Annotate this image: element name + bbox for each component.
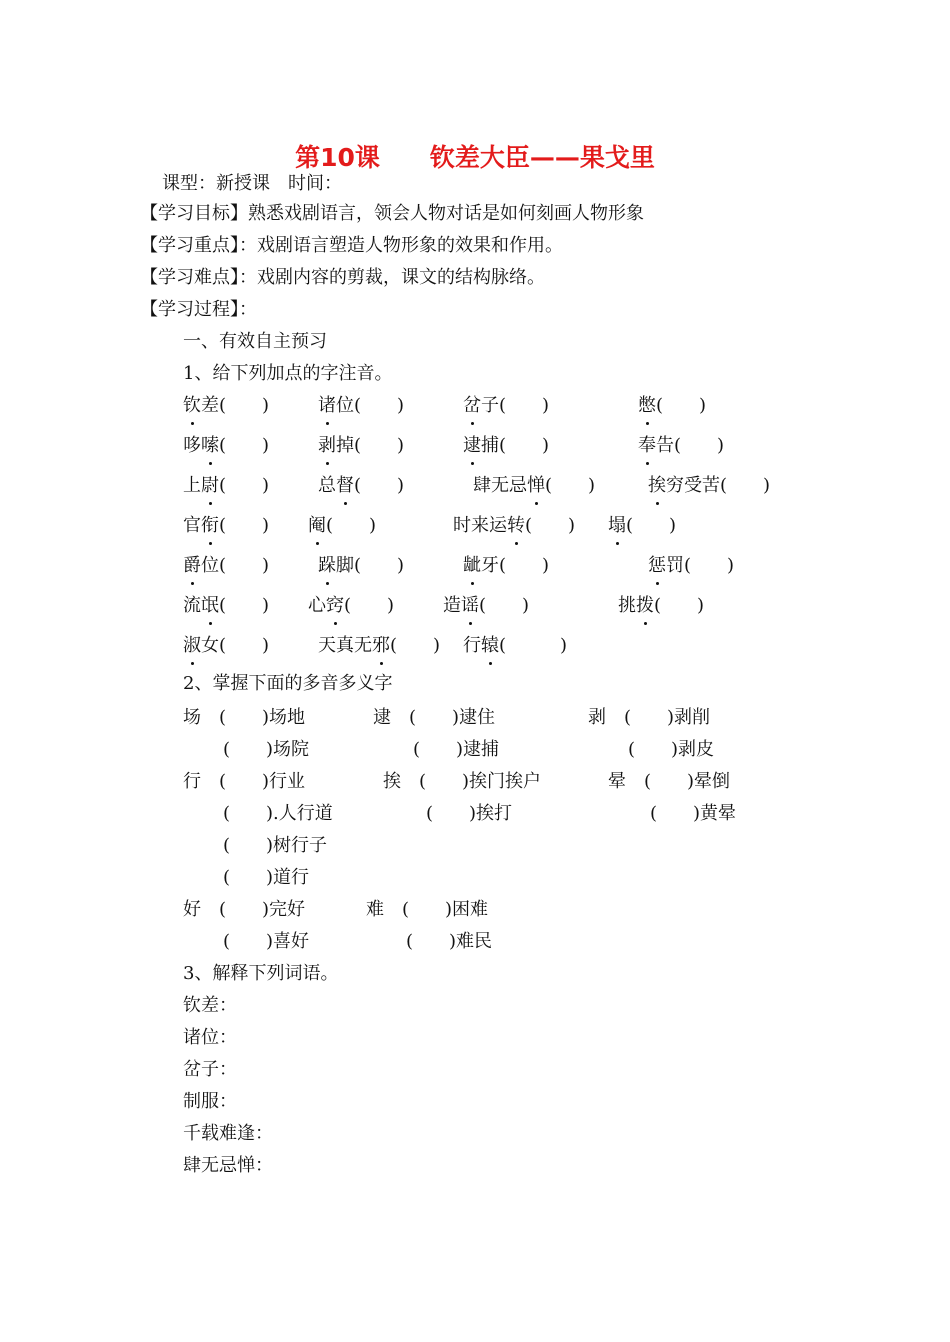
pinyin-item [648, 474, 770, 498]
word-prefix: 流 [183, 595, 201, 616]
word-rest: ( ) [219, 435, 270, 456]
word-prefix: 天真无 [318, 635, 372, 656]
word-rest: 罚( ) [666, 555, 735, 576]
dotted-character: 阉 [308, 515, 326, 536]
polyphone-item: 挨 ( )挨门挨户 [383, 771, 542, 792]
pinyin-item [463, 554, 549, 578]
question-3: 3、解释下列词语。 [183, 963, 339, 984]
learning-difficulty: 【学习难点】：戏剧内容的剪裁，课文的结构脉络。 [140, 267, 545, 288]
learning-process: 【学习过程】： [140, 299, 257, 320]
pinyin-item [308, 594, 394, 618]
word-prefix: 肆无忌 [473, 475, 527, 496]
dotted-character: 惮 [527, 475, 545, 496]
dotted-character: 奉 [638, 435, 656, 456]
lesson-name: 钦差大臣——果戈里 [429, 143, 655, 172]
word-prefix: 哆 [183, 435, 201, 456]
pinyin-item [638, 394, 706, 418]
pinyin-item [318, 474, 404, 498]
word-prefix: 心 [308, 595, 326, 616]
question-2: 2、掌握下面的多音多义字 [183, 673, 393, 694]
polyphone-item: ( )剥皮 [628, 739, 715, 760]
pinyin-item [318, 434, 404, 458]
word-rest: 牙( ) [481, 555, 550, 576]
dotted-character: 挨 [648, 475, 666, 496]
pinyin-item [463, 634, 567, 658]
word-prefix: 官 [183, 515, 201, 536]
pinyin-item [608, 514, 676, 538]
word-rest: ( ) [525, 515, 576, 536]
dotted-character: 督 [336, 475, 354, 496]
polyphone-item: ( ).人行道 [223, 803, 333, 824]
polyphone-item: 剥 ( )剥削 [588, 707, 711, 728]
learning-goal: 【学习目标】熟悉戏剧语言，领会人物对话是如何刻画人物形象 [140, 203, 644, 224]
word-prefix: 造 [443, 595, 461, 616]
word-rest: ( ) [479, 595, 530, 616]
dotted-character: 氓 [201, 595, 219, 616]
polyphone-item: 难 ( )困难 [366, 899, 489, 920]
polyphone-item: ( )喜好 [223, 931, 310, 952]
dotted-character: 谣 [461, 595, 479, 616]
word-rest: ( ) [390, 635, 441, 656]
word-rest: ( ) [326, 515, 377, 536]
word-rest: ( ) [344, 595, 395, 616]
pinyin-item [318, 554, 404, 578]
word-rest: ( ) [656, 395, 707, 416]
pinyin-item [308, 514, 376, 538]
dotted-character: 剥 [318, 435, 336, 456]
dotted-character: 淑 [183, 635, 201, 656]
word-rest: 穷受苦( ) [666, 475, 771, 496]
dotted-character: 钦 [183, 395, 201, 416]
polyphone-item: ( )场院 [223, 739, 310, 760]
pinyin-item [318, 394, 404, 418]
pinyin-item [183, 394, 269, 418]
polyphone-item: 行 ( )行业 [183, 771, 306, 792]
dotted-character: 爵 [183, 555, 201, 576]
dotted-character: 转 [507, 515, 525, 536]
word-rest: 掉( ) [336, 435, 405, 456]
pinyin-item [453, 514, 575, 538]
word-rest: ( ) [654, 595, 705, 616]
polyphone-item: 晕 ( )晕倒 [608, 771, 731, 792]
word-prefix: 上 [183, 475, 201, 496]
word-rest: ( ) [219, 595, 270, 616]
dotted-character: 邪 [372, 635, 390, 656]
word-rest: ( ) [499, 635, 568, 656]
pinyin-item [183, 434, 269, 458]
word-rest: ( ) [545, 475, 596, 496]
pinyin-item [183, 594, 269, 618]
word-rest: ( ) [354, 475, 405, 496]
dotted-character: 塌 [608, 515, 626, 536]
term-item: 制服： [183, 1091, 237, 1112]
polyphone-item: ( )道行 [223, 867, 310, 888]
word-prefix: 时来运 [453, 515, 507, 536]
dotted-character: 憋 [638, 395, 656, 416]
dotted-character: 诸 [318, 395, 336, 416]
word-rest: 捕( ) [481, 435, 550, 456]
word-rest: 女( ) [201, 635, 270, 656]
term-item: 钦差： [183, 995, 237, 1016]
word-prefix: 行 [463, 635, 481, 656]
term-item: 诸位： [183, 1027, 237, 1048]
dotted-character: 衔 [201, 515, 219, 536]
pinyin-item [443, 594, 529, 618]
dotted-character: 逮 [463, 435, 481, 456]
polyphone-item: 好 ( )完好 [183, 899, 306, 920]
word-rest: ( ) [219, 475, 270, 496]
learning-key-point: 【学习重点】：戏剧语言塑造人物形象的效果和作用。 [140, 235, 563, 256]
dotted-character: 跺 [318, 555, 336, 576]
pinyin-item [183, 554, 269, 578]
dotted-character: 辕 [481, 635, 499, 656]
polyphone-item: ( )逮捕 [413, 739, 500, 760]
word-rest: 位( ) [336, 395, 405, 416]
word-prefix: 挑 [618, 595, 636, 616]
lesson-number: 第10课 [295, 143, 380, 172]
pinyin-item [463, 394, 549, 418]
pinyin-item [183, 514, 269, 538]
polyphone-item: ( )难民 [406, 931, 493, 952]
polyphone-item: 场 ( )场地 [183, 707, 306, 728]
polyphone-item: ( )树行子 [223, 835, 328, 856]
polyphone-item: 逮 ( )逮住 [373, 707, 496, 728]
dotted-character: 嗦 [201, 435, 219, 456]
word-rest: 告( ) [656, 435, 725, 456]
word-prefix: 总 [318, 475, 336, 496]
pinyin-item [463, 434, 549, 458]
dotted-character: 惩 [648, 555, 666, 576]
pinyin-item [648, 554, 734, 578]
term-item: 千载难逢： [183, 1123, 273, 1144]
dotted-character: 窍 [326, 595, 344, 616]
pinyin-item [618, 594, 704, 618]
pinyin-item [183, 474, 269, 498]
pinyin-item [318, 634, 440, 658]
page-title [0, 142, 950, 174]
term-item: 肆无忌惮： [183, 1155, 273, 1176]
word-rest: ( ) [626, 515, 677, 536]
section-heading: 一、有效自主预习 [183, 331, 327, 352]
word-rest: 脚( ) [336, 555, 405, 576]
word-rest: 差( ) [201, 395, 270, 416]
pinyin-item [183, 634, 269, 658]
pinyin-item [473, 474, 595, 498]
dotted-character: 尉 [201, 475, 219, 496]
question-1: 1、给下列加点的字注音。 [183, 363, 393, 384]
lesson-meta: 课型：新授课 时间： [162, 173, 342, 194]
word-rest: 子( ) [481, 395, 550, 416]
pinyin-item [638, 434, 724, 458]
polyphone-item: ( )黄晕 [650, 803, 737, 824]
term-item: 岔子： [183, 1059, 237, 1080]
dotted-character: 龇 [463, 555, 481, 576]
polyphone-item: ( )挨打 [426, 803, 513, 824]
word-rest: 位( ) [201, 555, 270, 576]
word-rest: ( ) [219, 515, 270, 536]
dotted-character: 拨 [636, 595, 654, 616]
dotted-character: 岔 [463, 395, 481, 416]
